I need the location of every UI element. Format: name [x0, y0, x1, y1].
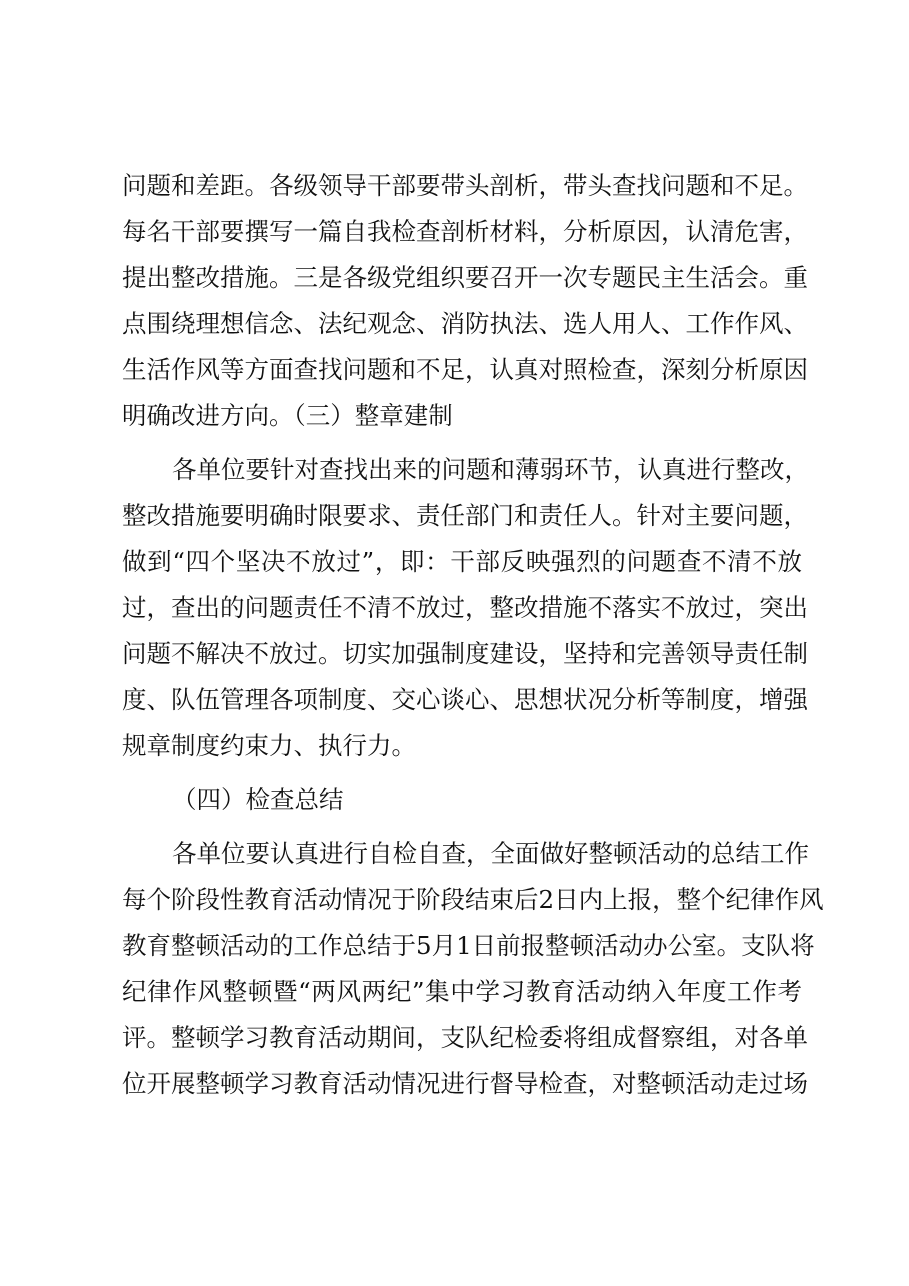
text-line: 问题不解决不放过。切实加强制度建设，坚持和完善领导责任制 — [122, 639, 808, 668]
text-line: 做到“四个坚决不放过”，即：干部反映强烈的问题查不清不放 — [122, 547, 802, 576]
paragraph-start-line: 各单位要认真进行自检自查，全面做好整顿活动的总结工作 — [172, 839, 809, 868]
text-line: 提出整改措施。三是各级党组织要召开一次专题民主生活会。重 — [122, 263, 808, 292]
text-line: 问题和差距。各级领导干部要带头剖析，带头查找问题和不足。 — [122, 171, 808, 200]
text-line: 评。整顿学习教育活动期间，支队纪检委将组成督察组，对各单 — [122, 1023, 808, 1052]
text-line: 明确改进方向。（三）整章建制 — [122, 401, 453, 430]
section-heading: （四）检查总结 — [172, 785, 344, 814]
text-line: 每个阶段性教育活动情况于阶段结束后2日内上报，整个纪律作风 — [122, 885, 824, 914]
text-line: 纪律作风整顿暨“两风两纪”集中学习教育活动纳入年度工作考 — [122, 977, 802, 1006]
text-line: 过，查出的问题责任不清不放过，整改措施不落实不放过，突出 — [122, 593, 808, 622]
text-line: 位开展整顿学习教育活动情况进行督导检查，对整顿活动走过场 — [122, 1069, 808, 1098]
paragraph-start-line: 各单位要针对查找出来的问题和薄弱环节，认真进行整改， — [172, 455, 809, 484]
text-line: 教育整顿活动的工作总结于5月1日前报整顿活动办公室。支队将 — [122, 931, 815, 960]
text-line: 整改措施要明确时限要求、责任部门和责任人。针对主要问题， — [122, 501, 808, 530]
text-line: 每名干部要撰写一篇自我检查剖析材料，分析原因，认清危害， — [122, 217, 808, 246]
text-line: 点围绕理想信念、法纪观念、消防执法、选人用人、工作作风、 — [122, 309, 808, 338]
text-line: 度、队伍管理各项制度、交心谈心、思想状况分析等制度，增强 — [122, 685, 808, 714]
text-line: 规章制度约束力、执行力。 — [122, 731, 416, 760]
text-line: 生活作风等方面查找问题和不足，认真对照检查，深刻分析原因 — [122, 355, 808, 384]
